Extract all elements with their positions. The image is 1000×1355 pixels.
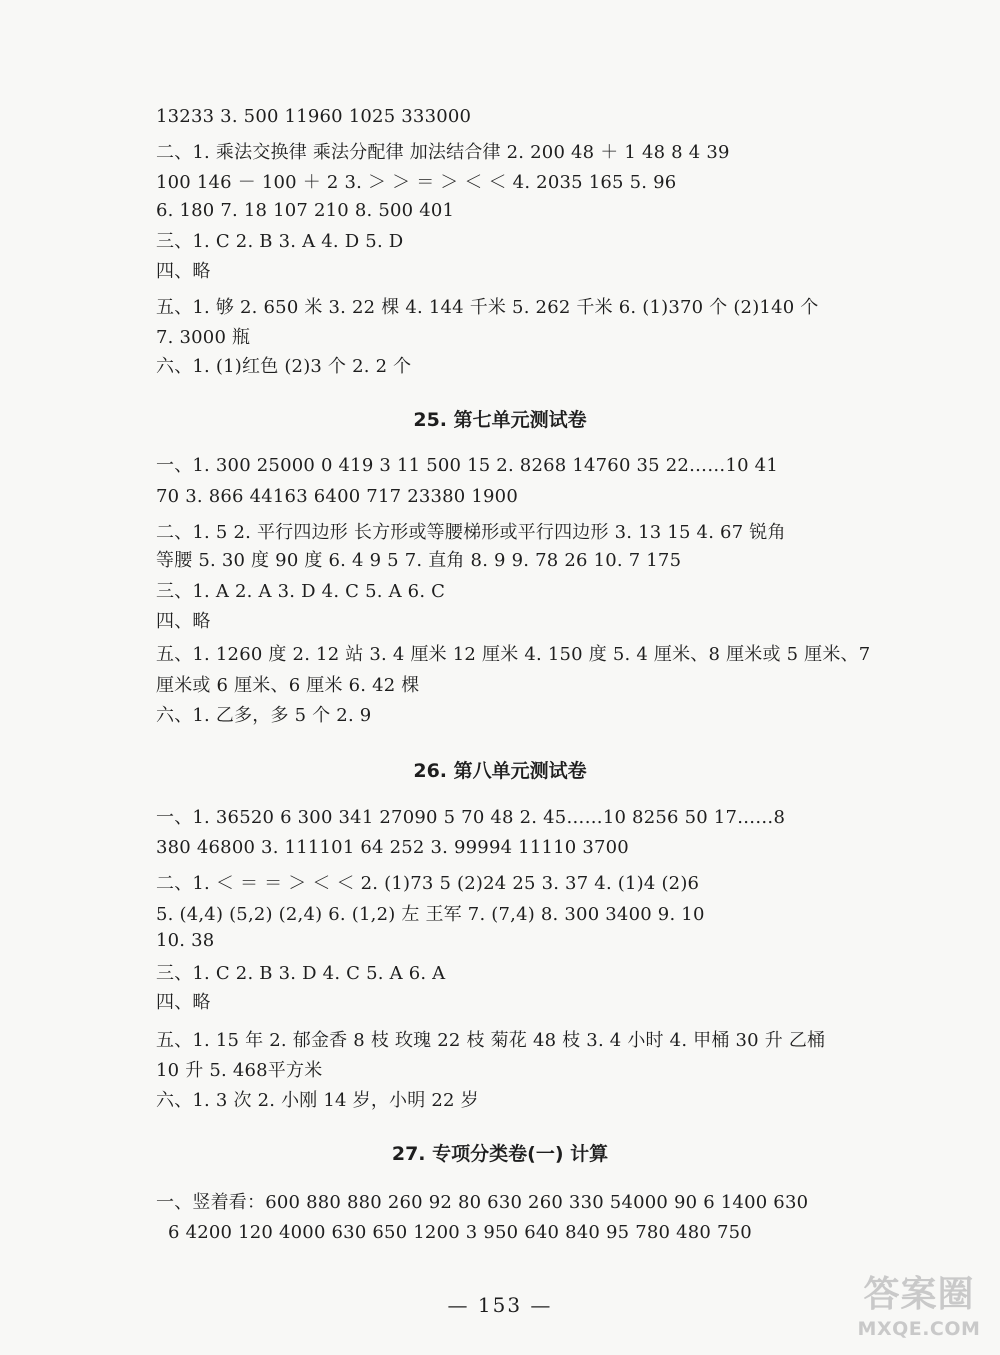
answer-line: 六、1. (1)红色 (2)3 个 2. 2 个 <box>156 356 412 377</box>
watermark-url: MXQE.COM <box>857 1318 981 1340</box>
answer-line: 5. (4,4) (5,2) (2,4) 6. (1,2) 左 王军 7. (7,4) 8. 300 3400 9. 10 <box>156 904 705 925</box>
answer-line: 五、1. 1260 度 2. 12 站 3. 4 厘米 12 厘米 4. 150 度 5. 4 厘米、8 厘米或 5 厘米、7 <box>156 644 871 665</box>
answer-line: 二、1. 5 2. 平行四边形 长方形或等腰梯形或平行四边形 3. 13 15 4. 67 锐角 <box>156 522 786 543</box>
answer-line: 10 升 5. 468平方米 <box>156 1060 323 1081</box>
answer-line: 13233 3. 500 11960 1025 333000 <box>156 106 472 127</box>
watermark-title: 答案圈 <box>863 1274 975 1315</box>
answer-line: 六、1. 3 次 2. 小刚 14 岁，小明 22 岁 <box>156 1090 479 1111</box>
answer-line: 一、1. 36520 6 300 341 27090 5 70 48 2. 45……10 8256 50 17……8 <box>156 807 786 828</box>
answer-line: 一、1. 300 25000 0 419 3 11 500 15 2. 8268 14760 35 22……10 41 <box>156 455 778 476</box>
answer-line: 三、1. A 2. A 3. D 4. C 5. A 6. C <box>156 581 446 602</box>
answer-line: 6 4200 120 4000 630 650 1200 3 950 640 840 95 780 480 750 <box>168 1222 752 1243</box>
answer-line: 厘米或 6 厘米、6 厘米 6. 42 棵 <box>156 675 420 696</box>
answer-line: 六、1. 乙多，多 5 个 2. 9 <box>156 705 372 726</box>
answer-line: 五、1. 够 2. 650 米 3. 22 棵 4. 144 千米 5. 262 千米 6. (1)370 个 (2)140 个 <box>156 297 819 318</box>
answer-line: 四、略 <box>156 611 211 632</box>
section-heading-25: 25. 第七单元测试卷 <box>413 409 587 431</box>
answer-line: 一、竖着看：600 880 880 260 92 80 630 260 330 54000 90 6 1400 630 <box>156 1192 809 1213</box>
answer-line: 四、略 <box>156 261 211 282</box>
answer-line: 6. 180 7. 18 107 210 8. 500 401 <box>156 200 455 221</box>
answer-line: 二、1. 乘法交换律 乘法分配律 加法结合律 2. 200 48 ＋ 1 48 8 4 39 <box>156 142 730 163</box>
answer-line: 五、1. 15 年 2. 郁金香 8 枝 玫瑰 22 枝 菊花 48 枝 3. 4 小时 4. 甲桶 30 升 乙桶 <box>156 1030 826 1051</box>
watermark-logo <box>844 1273 994 1351</box>
answer-line: 10. 38 <box>156 930 215 951</box>
answer-line: 100 146 － 100 ＋ 2 3. ＞ ＞ ＝ ＞ ＜ ＜ 4. 2035 165 5. 96 <box>156 172 677 193</box>
section-heading-26: 26. 第八单元测试卷 <box>413 760 587 782</box>
answer-line: 三、1. C 2. B 3. A 4. D 5. D <box>156 231 404 252</box>
section-heading-27: 27. 专项分类卷(一) 计算 <box>391 1143 609 1165</box>
answer-line: 7. 3000 瓶 <box>156 327 251 348</box>
answer-line: 380 46800 3. 111101 64 252 3. 99994 11110 3700 <box>156 837 629 858</box>
answer-line: 四、略 <box>156 992 211 1013</box>
page-number: — 153 — <box>447 1293 553 1317</box>
answer-line: 三、1. C 2. B 3. D 4. C 5. A 6. A <box>156 963 446 984</box>
answer-line: 等腰 5. 30 度 90 度 6. 4 9 5 7. 直角 8. 9 9. 78 26 10. 7 175 <box>156 550 682 571</box>
answer-line: 70 3. 866 44163 6400 717 23380 1900 <box>156 486 518 507</box>
answer-line: 二、1. ＜ ＝ ＝ ＞ ＜ ＜ 2. (1)73 5 (2)24 25 3. 37 4. (1)4 (2)6 <box>156 873 700 894</box>
